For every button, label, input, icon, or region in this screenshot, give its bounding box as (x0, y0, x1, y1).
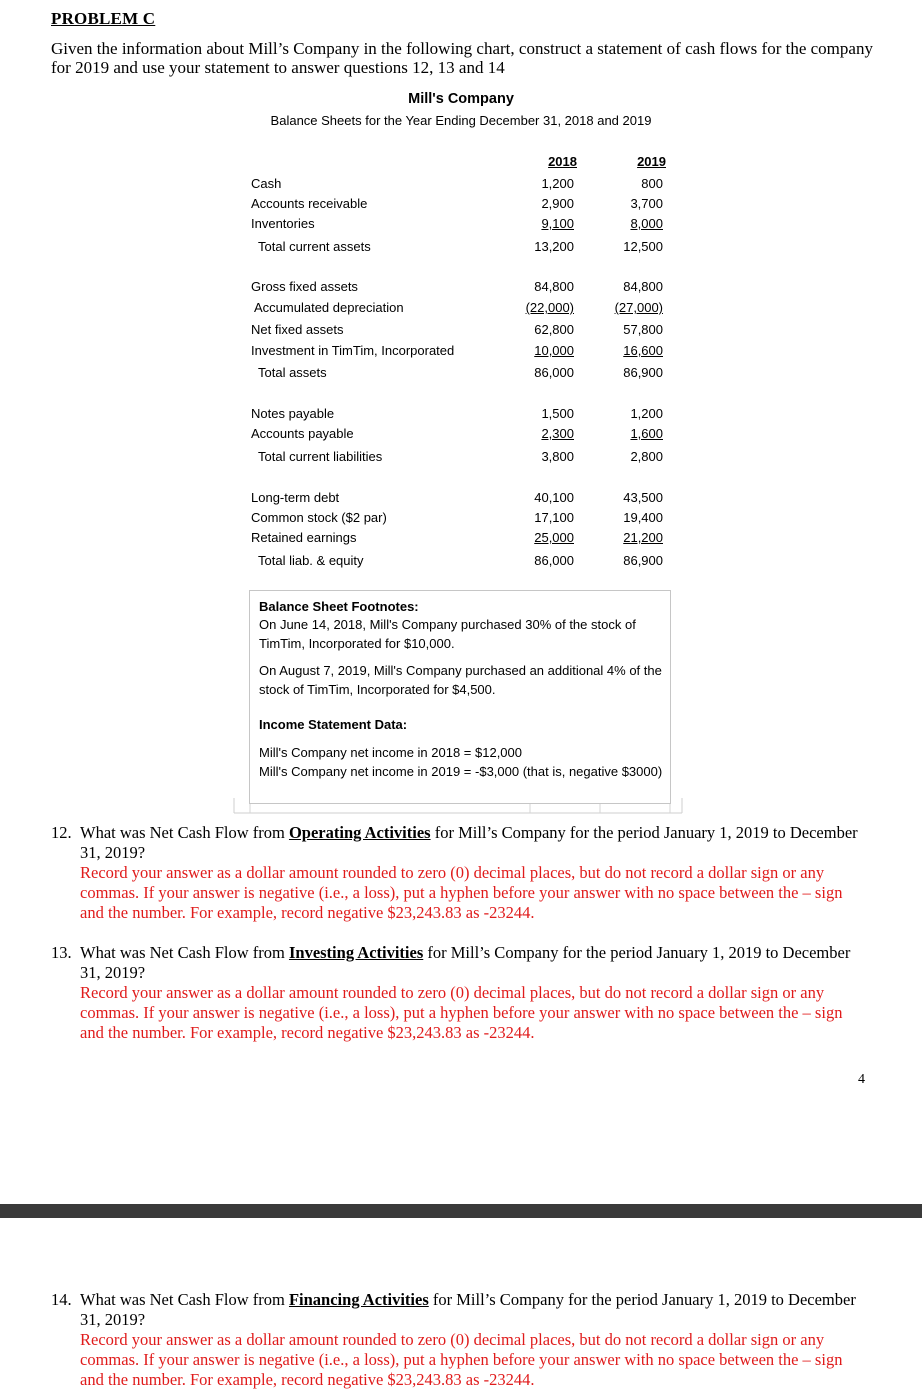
row-value-2018: 1,500 (541, 406, 574, 421)
row-value-2019: 86,900 (623, 365, 663, 380)
row-value-2019: 19,400 (623, 510, 663, 525)
row-value-2018: 25,000 (534, 530, 574, 545)
row-value-2019: 86,900 (623, 553, 663, 568)
answer-instructions: Record your answer as a dollar amount rounded to zero (0) decimal places, but do not record a dollar sign or any commas. If your answer is negative (i.e., a loss), put a hyphen before your answer with no space between the – sign and the number. For example, record negative $23,243.83 as -23244. (80, 863, 843, 922)
row-value-2019: 3,700 (630, 196, 663, 211)
question-12 (51, 823, 861, 923)
company-name: Mill's Company (408, 91, 514, 107)
row-label: Cash (251, 176, 282, 191)
question-activity: Investing Activities (288, 943, 424, 962)
footnote-2: On August 7, 2019, Mill's Company purchased an additional 4% of the stock of TimTim, Incorporated for $4,500. (259, 663, 662, 697)
row-label: Common stock ($2 par) (251, 510, 387, 525)
row-value-2018: 17,100 (534, 510, 574, 525)
answer-instructions: Record your answer as a dollar amount rounded to zero (0) decimal places, but do not record a dollar sign or any commas. If your answer is negative (i.e., a loss), put a hyphen before your answer with no space between the – sign and the number. For example, record negative $23,243.83 as -23244. (80, 983, 843, 1042)
question-text-pre: What was Net Cash Flow from (80, 1290, 289, 1309)
row-value-2018: 40,100 (534, 490, 574, 505)
row-label: Accumulated depreciation (254, 300, 404, 315)
row-value-2019: 21,200 (623, 530, 663, 545)
row-label: Investment in TimTim, Incorporated (251, 343, 455, 358)
row-value-2018: 2,900 (541, 196, 574, 211)
row-value-2018: 13,200 (534, 239, 574, 254)
question-text-pre: What was Net Cash Flow from (80, 943, 289, 962)
year-header-2018: 2018 (548, 154, 577, 169)
question-14 (51, 1290, 861, 1390)
row-value-2019: 800 (641, 176, 663, 191)
row-value-2019: 16,600 (623, 343, 663, 358)
row-value-2018: 9,100 (541, 216, 574, 231)
row-label: Inventories (251, 216, 315, 231)
row-value-2018: 1,200 (541, 176, 574, 191)
question-text-post: for Mill’s Company for the period January 1, 2019 to December 31, 2019? (80, 943, 851, 982)
year-header-2019: 2019 (637, 154, 666, 169)
net-income-2019: Mill's Company net income in 2019 = -$3,000 (that is, negative $3000) (259, 764, 663, 779)
row-label: Gross fixed assets (251, 279, 358, 294)
footnote-1: On June 14, 2018, Mill's Company purchased 30% of the stock of TimTim, Incorporated for $10,000. (259, 617, 636, 651)
row-label: Accounts receivable (251, 196, 368, 211)
row-label: Net fixed assets (251, 322, 344, 337)
row-value-2018: 2,300 (541, 426, 574, 441)
row-value-2018: 86,000 (534, 365, 574, 380)
row-value-2018: 10,000 (534, 343, 574, 358)
question-number: 14. (51, 1290, 72, 1309)
row-value-2019: 8,000 (630, 216, 663, 231)
row-label: Total liab. & equity (258, 553, 364, 568)
row-value-2019: 12,500 (623, 239, 663, 254)
row-label: Total current liabilities (258, 449, 383, 464)
intro-text: Given the information about Mill’s Company in the following chart, construct a statement of cash flows for the company for 2019 and use your statement to answer questions 12, 13 and 14 (51, 39, 873, 77)
answer-instructions: Record your answer as a dollar amount rounded to zero (0) decimal places, but do not record a dollar sign or any commas. If your answer is negative (i.e., a loss), put a hyphen before your answer with no space between the – sign and the number. For example, record negative $23,243.83 as -23244. (80, 1330, 843, 1389)
row-label: Total assets (258, 365, 327, 380)
question-number: 12. (51, 823, 72, 842)
row-label: Notes payable (251, 406, 335, 421)
row-value-2018: 84,800 (534, 279, 574, 294)
row-label: Long-term debt (251, 490, 340, 505)
row-value-2018: 62,800 (534, 322, 574, 337)
net-income-2018: Mill's Company net income in 2018 = $12,000 (259, 745, 522, 760)
row-value-2019: 57,800 (623, 322, 663, 337)
footnote-box-shadow-edge (230, 794, 690, 816)
row-value-2019: 84,800 (623, 279, 663, 294)
row-label: Retained earnings (251, 530, 357, 545)
question-text-pre: What was Net Cash Flow from (80, 823, 289, 842)
row-value-2019: (27,000) (614, 300, 663, 315)
balance-sheet-subtitle: Balance Sheets for the Year Ending December 31, 2018 and 2019 (270, 113, 652, 128)
page-separator-bar (0, 1204, 922, 1218)
row-value-2019: 2,800 (630, 449, 663, 464)
question-number: 13. (51, 943, 72, 962)
row-value-2018: (22,000) (525, 300, 574, 315)
problem-title: PROBLEM C (51, 9, 156, 28)
row-value-2019: 1,200 (630, 406, 663, 421)
question-text-post: for Mill’s Company for the period January 1, 2019 to December 31, 2019? (80, 823, 858, 862)
question-activity: Financing Activities (288, 1290, 429, 1309)
row-label: Accounts payable (251, 426, 354, 441)
row-label: Total current assets (258, 239, 371, 254)
row-value-2019: 43,500 (623, 490, 663, 505)
footnotes-heading: Balance Sheet Footnotes: (259, 599, 419, 614)
page-number: 4 (858, 1072, 865, 1087)
income-statement-heading: Income Statement Data: (259, 717, 408, 732)
row-value-2018: 3,800 (541, 449, 574, 464)
row-value-2019: 1,600 (630, 426, 663, 441)
row-value-2018: 86,000 (534, 553, 574, 568)
question-13 (51, 943, 861, 1043)
question-text-post: for Mill’s Company for the period January 1, 2019 to December 31, 2019? (80, 1290, 856, 1329)
question-activity: Operating Activities (288, 823, 431, 842)
